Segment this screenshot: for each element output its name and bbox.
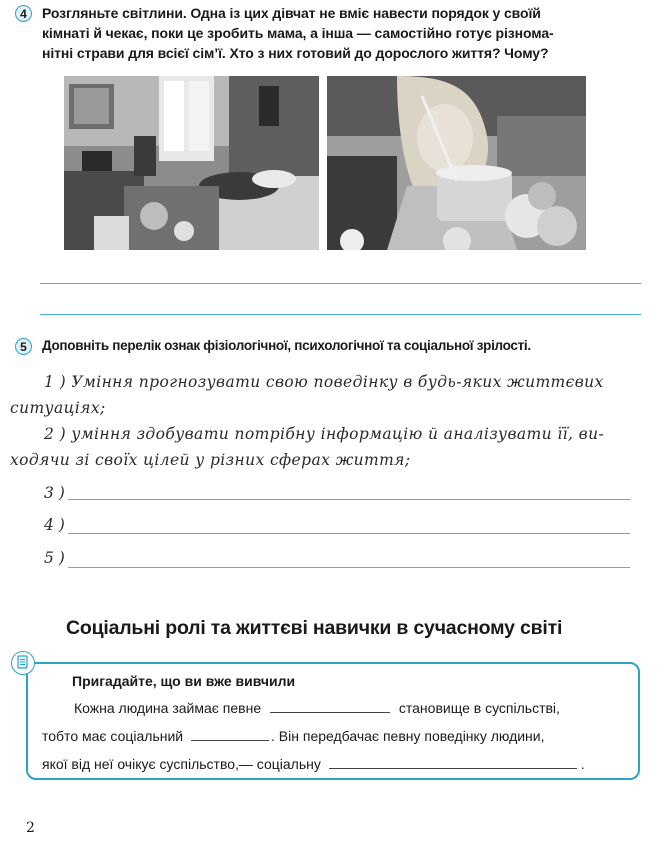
recall-line-1-end: становище в суспільстві, xyxy=(398,700,560,716)
recall-line-3-end: . xyxy=(580,756,585,772)
notebook-icon xyxy=(11,651,35,675)
section-title: Соціальні ролі та життєві навички в сучасному світі xyxy=(66,617,563,639)
task-5-item-4-number: 4 ) xyxy=(44,516,65,534)
task-4-line-2: кімнаті й чекає, поки це зробить мама, а інша — самостійно готує різнома- xyxy=(42,25,554,41)
blank-social-status[interactable] xyxy=(191,728,269,741)
recall-heading: Пригадайте, що ви вже вивчили xyxy=(72,673,296,689)
recall-line-2-end: . Він передбачає певну поведінку людини, xyxy=(271,728,545,744)
task-5-number-badge: 5 xyxy=(15,338,32,355)
recall-line-2 xyxy=(42,726,632,746)
recall-line-2-start: тобто має соціальний xyxy=(42,728,184,744)
messy-room-photo xyxy=(64,76,319,250)
task-4-line-1: Розгляньте світлини. Одна із цих дівчат не вміє навести порядок у своїй xyxy=(42,5,541,21)
task-5-title: Доповніть перелік ознак фізіологічної, психологічної та соціальної зрілості. xyxy=(42,338,531,353)
task-5-item-2-line-1: 2 ) уміння здобувати потрібну інформацію й аналізувати її, ви- xyxy=(44,425,605,443)
recall-line-1 xyxy=(74,698,628,718)
blank-position[interactable] xyxy=(270,700,390,713)
task-4-answer-line-1[interactable] xyxy=(40,283,641,284)
page-number: 2 xyxy=(26,820,35,836)
task-4-answer-line-2[interactable] xyxy=(40,314,641,315)
task-4-line-3: нітні страви для всієї сім’ї. Хто з них готовий до дорослого життя? Чому? xyxy=(42,45,549,61)
blank-social-role[interactable] xyxy=(329,756,577,769)
recall-line-3-start: якої від неї очікує суспільство,— соціальну xyxy=(42,756,321,772)
recall-line-3 xyxy=(42,754,632,774)
task-5-item-1-line-2: ситуаціях; xyxy=(10,399,106,417)
task-5-item-2-line-2: ходячи зі своїх цілей у різних сферах життя; xyxy=(10,451,411,469)
task-4-number-badge: 4 xyxy=(15,5,32,22)
task-5-item-4-line[interactable] xyxy=(68,533,630,534)
girl-cooking-photo xyxy=(327,76,586,250)
task-4-text xyxy=(42,3,662,63)
task-5-item-5-number: 5 ) xyxy=(44,549,65,567)
task-5-item-3-line[interactable] xyxy=(68,499,630,500)
task-5-item-5-line[interactable] xyxy=(68,567,630,568)
recall-line-1-start: Кожна людина займає певне xyxy=(74,700,262,716)
task-5-item-3-number: 3 ) xyxy=(44,484,65,502)
task-5-item-1-line-1: 1 ) Уміння прогнозувати свою поведінку в будь-яких життєвих xyxy=(44,373,604,391)
